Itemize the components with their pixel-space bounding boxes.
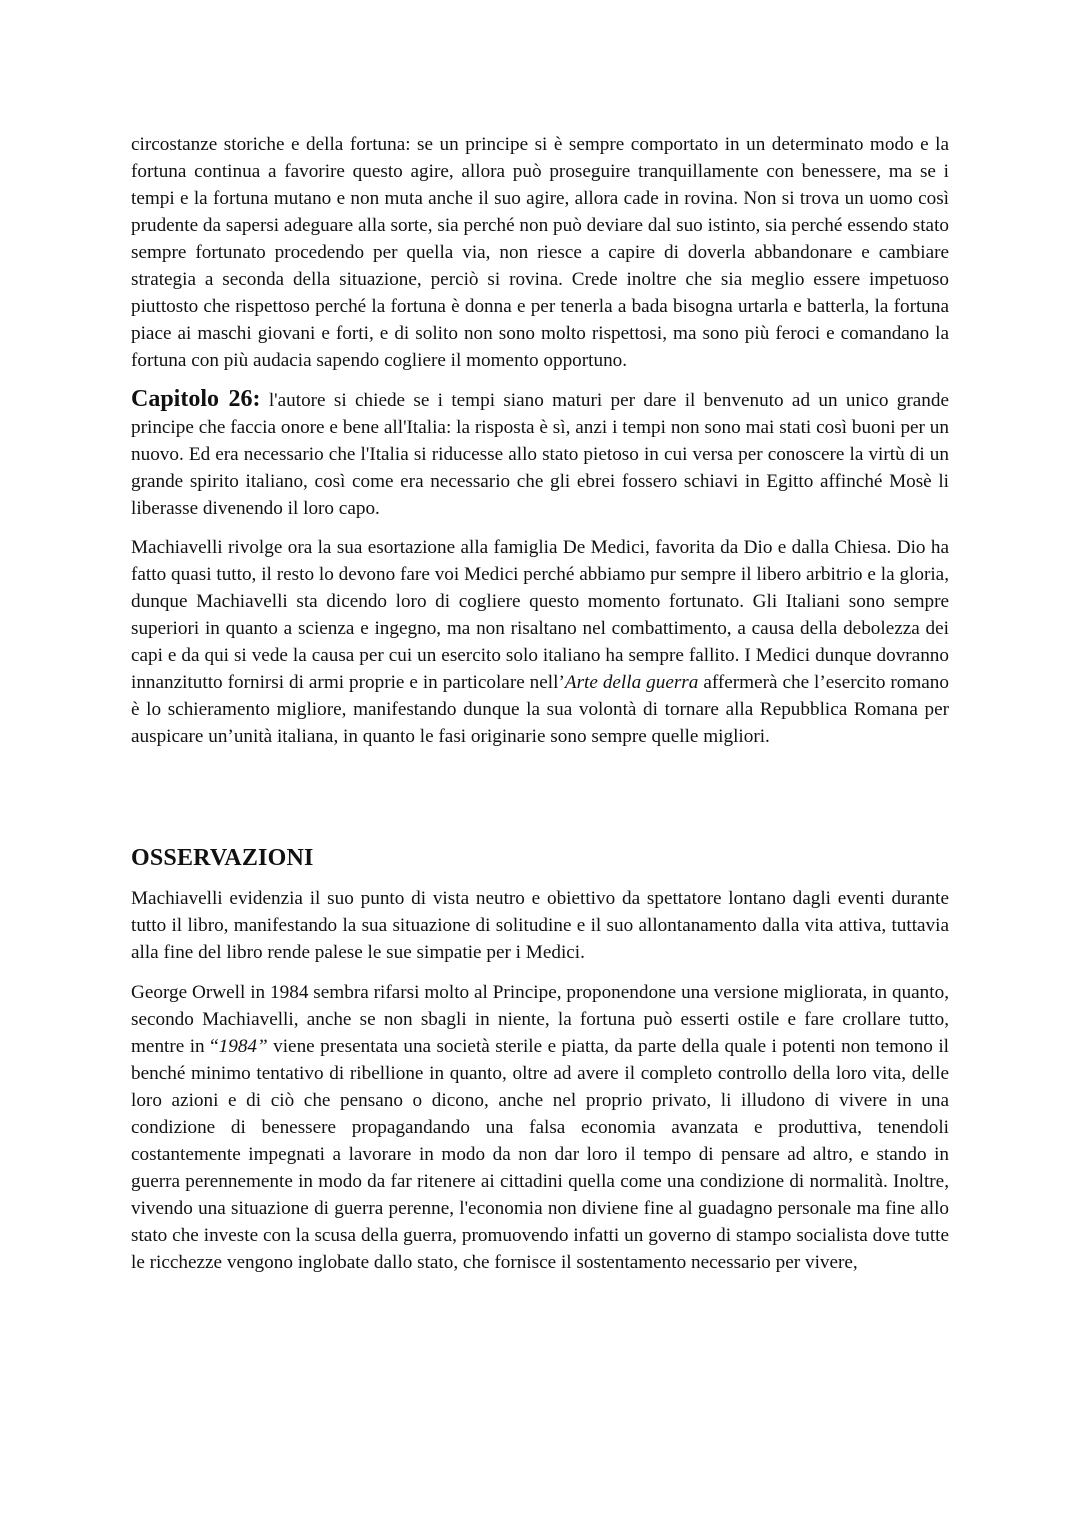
paragraph-fortuna: circostanze storiche e della fortuna: se un principe si è sempre comportato in un determinato modo e la fortuna continua a favorire questo agire, allora può proseguire tranquillamente con benessere, ma se i tempi e la fortuna mutano e non muta anche il suo agire, allora cade in rovina. Non si trova un uomo così prudente da sapersi adeguare alla sorte, sia perché non può deviare dal suo istinto, sia perché essendo stato sempre fortunato procedendo per quella via, non riesce a capire di doverla abbandonare e cambiare strategia a seconda della situazione, perciò si rovina. Crede inoltre che sia meglio essere impetuoso piuttosto che rispettoso perché la fortuna è donna e per tenerla a bada bisogna urtarla e batterla, la fortuna piace ai maschi giovani e forti, e di solito non sono molto rispettosi, ma sono più feroci e comandano la fortuna con più audacia sapendo cogliere il momento opportuno. bbox=[131, 134, 949, 371]
chapter-26-label: Capitolo 26: bbox=[131, 386, 261, 412]
orwell-text-before: George Orwell in 1984 sembra rifarsi molto al Principe, proponendone una versione migliorata, in quanto, secondo Machiavelli, anche se non sbagli in niente, la fortuna può esserti ostile e fare crollare tutto, mentre in “ bbox=[131, 982, 949, 1057]
esortazione-text-after: affermerà che l’esercito romano è lo schieramento migliore, manifestando dunque la sua volontà di tornare alla Repubblica Romana per auspicare un’unità italiana, in quanto le fasi originarie sono sempre quelle migliori. bbox=[131, 672, 949, 747]
paragraph-orwell-1984 bbox=[131, 979, 949, 1276]
section-heading-osservazioni: OSSERVAZIONI bbox=[131, 845, 314, 871]
paragraph-esortazione-medici bbox=[131, 534, 949, 750]
chapter-26-text: l'autore si chiede se i tempi siano maturi per dare il benvenuto ad un unico grande principe che faccia onore e bene all'Italia: la risposta è sì, anzi i tempi non sono mai stati così buoni per un nuovo. Ed era necessario che l'Italia si riducesse allo stato pietoso in cui versa per conoscere la virtù di un grande spirito italiano, così come era necessario che gli ebrei fossero schiavi in Egitto affinché Mosè li liberasse divenendo il loro capo. bbox=[131, 390, 950, 519]
orwell-text-after: viene presentata una società sterile e piatta, da parte della quale i potenti non temono il benché minimo tentativo di ribellione in quanto, oltre ad avere il completo controllo della loro vita, delle loro azioni e di ciò che pensano o dicono, anche nel proprio privato, li illudono di vivere in una condizione di benessere propagandando una falsa economia avanzata e produttiva, tenendoli costantemente impegnati a lavorare in modo da non dar loro il tempo di pensare ad altro, e stando in guerra perennemente in modo da far ritenere ai cittadini quella come una condizione di normalità. Inoltre, vivendo una situazione di guerra perenne, l'economia non diviene fine al guadagno personale ma fine allo stato che investe con la scusa della guerra, promuovendo infatti un governo di stampo socialista dove tutte le ricchezze vengono inglobate dallo stato, che fornisce il sostentamento necessario per vivere, bbox=[131, 1036, 949, 1273]
arte-della-guerra-title: Arte della guerra bbox=[564, 672, 699, 693]
document-page bbox=[131, 131, 949, 1276]
esortazione-text-before: Machiavelli rivolge ora la sua esortazione alla famiglia De Medici, favorita da Dio e dalla Chiesa. Dio ha fatto quasi tutto, il resto lo devono fare voi Medici perché abbiamo pur sempre il libero arbitrio e la gloria, dunque Machiavelli sta dicendo loro di cogliere questo momento fortunato. Gli Italiani sono sempre superiori in quanto a scienza e ingegno, ma non risaltano nel combattimento, a causa della debolezza dei capi e da qui si vede la causa per cui un esercito solo italiano ha sempre fallito. I Medici dunque dovranno innanzitutto fornirsi di armi proprie e in particolare nell’ bbox=[131, 537, 949, 693]
book-title-1984: 1984” bbox=[218, 1036, 268, 1057]
paragraph-capitolo-26 bbox=[131, 386, 949, 522]
paragraph-punto-di-vista: Machiavelli evidenzia il suo punto di vista neutro e obiettivo da spettatore lontano dagli eventi durante tutto il libro, manifestando la sua situazione di solitudine e il suo allontanamento dalla vita attiva, tuttavia alla fine del libro rende palese le sue simpatie per i Medici. bbox=[131, 888, 949, 963]
